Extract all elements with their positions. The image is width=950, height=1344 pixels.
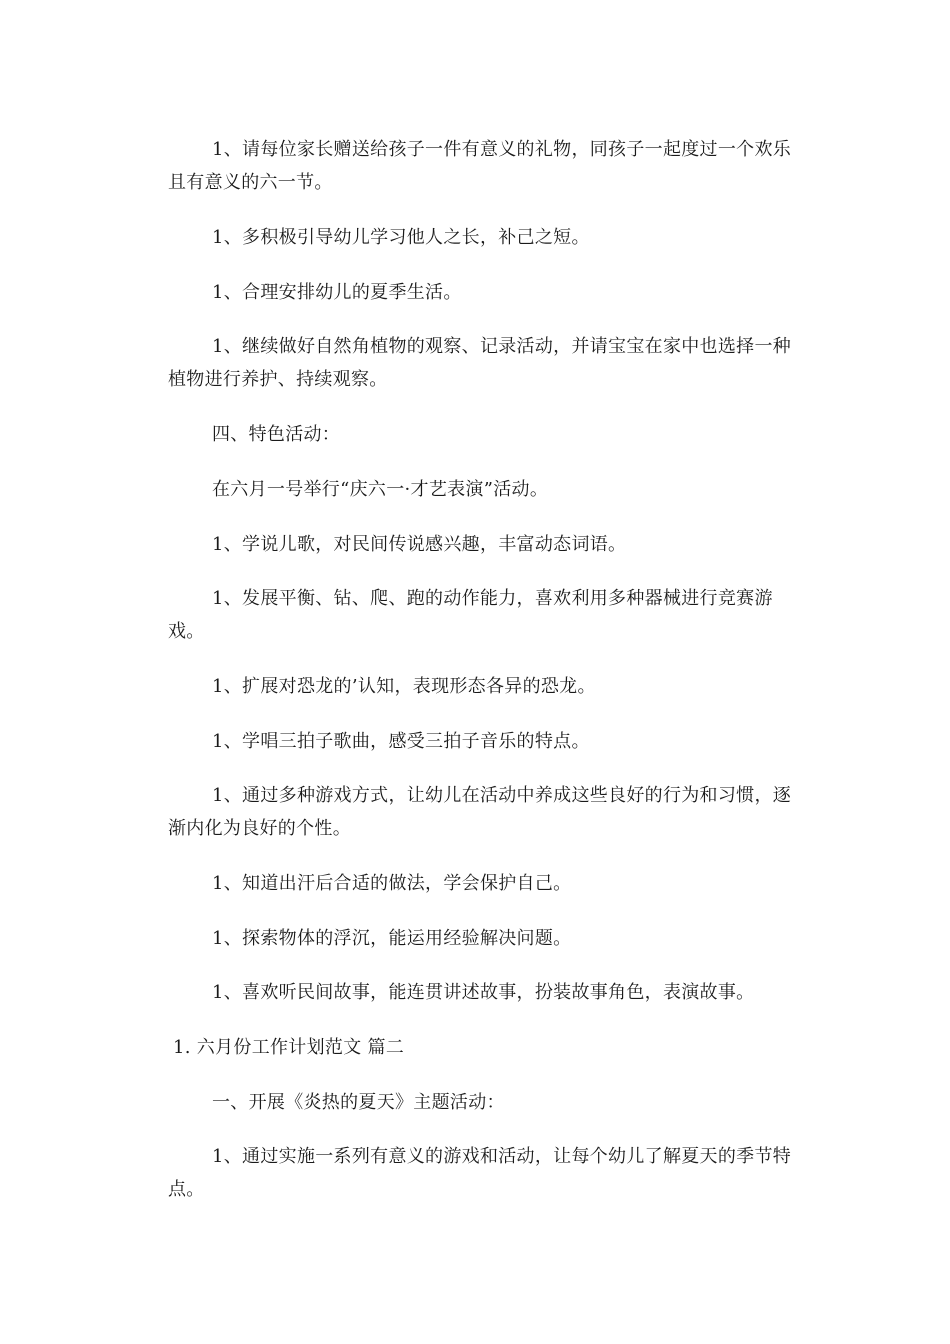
paragraph-june-first-show: 在六月一号举行“庆六一·才艺表演”活动。 xyxy=(212,479,549,500)
paragraph-special-activities: 四、特色活动： xyxy=(212,424,341,445)
paragraph-triple-meter: 1、学唱三拍子歌曲，感受三拍子音乐的特点。 xyxy=(212,731,590,752)
paragraph-good-habits: 1、通过多种游戏方式，让幼儿在活动中养成这些良好的行为和习惯，逐渐内化为良好的个性。 xyxy=(168,785,792,839)
section-heading: 1. 六月份工作计划范文 篇二 xyxy=(173,1037,405,1058)
paragraph-gift: 1、请每位家长赠送给孩子一件有意义的礼物，同孩子一起度过一个欢乐且有意义的六一节。 xyxy=(168,139,792,193)
paragraph-sweat: 1、知道出汗后合适的做法，学会保护自己。 xyxy=(212,873,572,894)
paragraph-folk-stories: 1、喜欢听民间故事，能连贯讲述故事，扮装故事角色，表演故事。 xyxy=(212,982,755,1003)
paragraph-plant-observation: 1、继续做好自然角植物的观察、记录活动，并请宝宝在家中也选择一种植物进行养护、持续观察。 xyxy=(168,336,792,390)
paragraph-dinosaurs: 1、扩展对恐龙的’认知，表现形态各异的恐龙。 xyxy=(212,676,596,697)
paragraph-summer-life: 1、合理安排幼儿的夏季生活。 xyxy=(212,282,462,303)
paragraph-hot-summer-theme: 一、开展《炎热的夏天》主题活动： xyxy=(212,1092,505,1113)
paragraph-nursery-rhymes: 1、学说儿歌，对民间传说感兴趣，丰富动态词语。 xyxy=(212,534,627,555)
paragraph-summer-season: 1、通过实施一系列有意义的游戏和活动，让每个幼儿了解夏天的季节特点。 xyxy=(168,1146,792,1200)
paragraph-learn-strengths: 1、多积极引导幼儿学习他人之长，补己之短。 xyxy=(212,227,590,248)
paragraph-float-sink: 1、探索物体的浮沉，能运用经验解决问题。 xyxy=(212,928,572,949)
paragraph-motor-skills: 1、发展平衡、钻、爬、跑的动作能力，喜欢利用多种器械进行竞赛游戏。 xyxy=(168,588,773,642)
